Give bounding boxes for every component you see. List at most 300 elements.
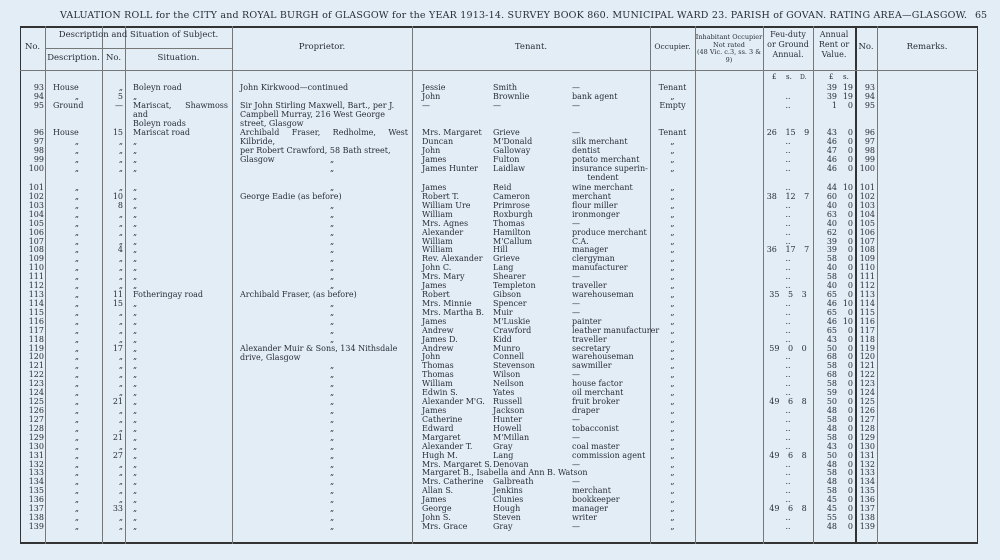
feu-duty: .. [785, 263, 791, 273]
occupier: „ [670, 423, 675, 433]
rent-shillings: 0 [847, 227, 853, 237]
tenant-occupation: warehouseman [572, 290, 634, 300]
proprietor: „ [330, 334, 335, 344]
tenant-first-name: William [422, 209, 453, 219]
row-number: 109 [28, 254, 44, 264]
tenant-surname: Lang [493, 450, 514, 460]
situation: „ [133, 486, 138, 496]
rent-pounds: 43 [826, 441, 837, 451]
occupier: „ [670, 468, 675, 478]
rent-pounds: 62 [826, 227, 837, 237]
rent-shillings: 0 [847, 155, 853, 164]
situation: „ [133, 513, 138, 523]
description: „ [74, 227, 80, 237]
tenant-first-name: Edwin S. [422, 388, 458, 398]
col-header-remarks: Remarks. [906, 42, 948, 52]
description: „ [74, 477, 80, 487]
tenant-first-name: William [422, 236, 453, 246]
tenant-first-name: Mrs. Margaret S. [422, 459, 492, 469]
row-number-right: 119 [859, 343, 875, 353]
tenant-first-name: Mrs. Margaret [422, 128, 482, 137]
occupier: „ [670, 209, 675, 219]
rent-shillings: 0 [847, 101, 853, 110]
tenant-occupation: ironmonger [572, 209, 620, 219]
row-number: 124 [28, 388, 44, 398]
row-number: 120 [28, 352, 44, 362]
feu-duty: .. [785, 218, 791, 228]
rent-pounds: 65 [826, 307, 837, 317]
description: „ [74, 423, 80, 433]
col-header-inhabitant: Inhabitant Occupier Not rated (48 Vic. c.3, ss. 3 & 9) [695, 33, 763, 64]
col-header-description: Description. [47, 53, 100, 63]
rent-shillings: 10 [842, 183, 853, 192]
rent-shillings: 0 [847, 423, 853, 433]
rent-pounds: 46 [826, 298, 837, 308]
description: „ [74, 370, 80, 380]
tenant-first-name: Jessie [422, 83, 446, 92]
feu-duty: .. [785, 370, 791, 380]
feu-duty: .. [785, 361, 791, 371]
tenant-first-name: — [422, 101, 430, 110]
row-number-right: 93 [864, 83, 875, 92]
street-number: „ [118, 334, 123, 344]
rent-pounds: 43 [826, 128, 837, 137]
tenant-surname: Primrose [493, 200, 530, 210]
row-number: 133 [28, 468, 44, 478]
row-number: 111 [28, 272, 44, 282]
street-number: „ [118, 254, 123, 264]
tenant-surname: Brownlie [493, 92, 530, 101]
occupier: Tenant [658, 128, 687, 137]
col-header-situation: Situation. [157, 53, 200, 63]
tenant-surname: Hunter [493, 414, 523, 424]
row-number: 106 [28, 227, 44, 237]
proprietor: „ [330, 155, 335, 164]
feu-duty: .. [785, 486, 791, 496]
situation: „ [133, 468, 138, 478]
street-number: 11 [112, 290, 123, 300]
row-number: 125 [28, 397, 44, 407]
col-header-annual-rent: Annual Rent or Value. [818, 30, 850, 59]
rent-pounds: 58 [826, 254, 837, 264]
description: „ [74, 343, 80, 353]
situation: „ [133, 146, 138, 155]
rent-shillings: 0 [847, 325, 853, 335]
rent-pounds: 58 [826, 272, 837, 282]
proprietor: „ [330, 200, 335, 210]
row-number: 118 [28, 334, 44, 344]
feu-unit-pounds: £ [772, 73, 777, 81]
row-number: 104 [28, 209, 44, 219]
proprietor: „ [330, 164, 335, 173]
row-number-right: 94 [864, 92, 875, 101]
tenant-occupation: — [572, 432, 580, 442]
tenant-occupation: insurance superin- tendent [572, 164, 648, 182]
rent-shillings: 0 [847, 397, 853, 407]
tenant-first-name: Catherine [422, 414, 463, 424]
occupier: „ [670, 450, 675, 460]
row-number: 134 [28, 477, 44, 487]
occupier: „ [670, 370, 675, 380]
occupier: „ [670, 92, 675, 101]
feu-duty: .. [785, 92, 791, 101]
rent-shillings: 0 [847, 200, 853, 210]
tenant-first-name: Duncan [422, 137, 454, 146]
row-number-right: 111 [859, 272, 875, 282]
rent-pounds: 50 [826, 343, 837, 353]
row-number: 108 [28, 245, 44, 255]
row-number: 95 [33, 101, 44, 110]
occupier: „ [670, 486, 675, 496]
description: „ [74, 486, 80, 496]
occupier: „ [670, 441, 675, 451]
tenant-first-name: Margaret [422, 432, 461, 442]
col-header-tenant: Tenant. [514, 42, 548, 52]
row-number-right: 109 [859, 254, 875, 264]
occupier: „ [670, 388, 675, 398]
tenant-first-name: John [422, 352, 441, 362]
row-number-right: 128 [859, 423, 875, 433]
proprietor: „ [330, 423, 335, 433]
proprietor: „ [330, 388, 335, 398]
street-number: 33 [112, 504, 123, 514]
feu-duty: 59 0 0 [769, 343, 807, 353]
tenant-surname: Gray [493, 441, 513, 451]
situation: „ [133, 298, 138, 308]
description: „ [74, 263, 80, 273]
occupier: „ [670, 281, 675, 291]
tenant-occupation: leather manufacturer [572, 325, 660, 335]
description: „ [74, 361, 80, 371]
tenant-occupation: — [572, 459, 580, 469]
proprietor: „ [330, 414, 335, 424]
feu-duty: .. [785, 352, 791, 362]
proprietor: „ [330, 432, 335, 442]
rent-shillings: 0 [847, 272, 853, 282]
occupier: „ [670, 298, 675, 308]
feu-duty: .. [785, 521, 791, 531]
occupier: „ [670, 459, 675, 469]
feu-duty: .. [785, 406, 791, 415]
tenant-occupation: fruit broker [572, 397, 620, 407]
situation: „ [133, 191, 138, 201]
street-number: „ [118, 83, 123, 92]
proprietor: „ [330, 450, 335, 460]
tenant-surname: Neilson [493, 379, 524, 389]
rent-shillings: 0 [847, 521, 853, 531]
feu-duty: .. [785, 146, 791, 155]
description: „ [74, 146, 80, 155]
rent-pounds: 60 [826, 191, 837, 201]
row-number-right: 100 [859, 164, 875, 173]
situation: „ [133, 316, 138, 326]
feu-duty: .. [785, 379, 791, 389]
occupier: „ [670, 200, 675, 210]
street-number: „ [118, 414, 123, 424]
description: „ [74, 325, 80, 335]
row-number: 135 [28, 486, 44, 496]
row-number: 131 [28, 450, 44, 460]
row-number-right: 132 [859, 459, 875, 469]
proprietor: „ [330, 263, 335, 273]
street-number: „ [118, 352, 123, 362]
rent-shillings: 0 [847, 459, 853, 469]
description: „ [74, 236, 80, 246]
row-number: 103 [28, 200, 44, 210]
row-number-right: 113 [859, 290, 875, 300]
street-number: 17 [112, 343, 123, 353]
situation: „ [133, 236, 138, 246]
street-number: „ [118, 521, 123, 531]
feu-unit-shillings: s. [786, 73, 792, 81]
feu-duty: .. [785, 468, 791, 478]
description: „ [74, 191, 80, 201]
rent-shillings: 0 [847, 352, 853, 362]
tenant-first-name: William [422, 379, 453, 389]
feu-duty: .. [785, 513, 791, 523]
rent-pounds: 58 [826, 468, 837, 478]
situation: „ [133, 272, 138, 282]
proprietor: „ [330, 298, 335, 308]
feu-duty: .. [785, 388, 791, 398]
tenant-occupation: — [572, 298, 580, 308]
tenant-first-name: Alexander [422, 227, 464, 237]
situation: „ [133, 227, 138, 237]
tenant-occupation: secretary [572, 343, 611, 353]
tenant-surname: Smith [493, 83, 517, 92]
situation: „ [133, 307, 138, 317]
rent-pounds: 65 [826, 290, 837, 300]
rent-shillings: 0 [847, 343, 853, 353]
rent-shillings: 0 [847, 370, 853, 380]
tenant-surname: Cameron [493, 191, 531, 201]
rent-pounds: 68 [826, 370, 837, 380]
row-number-right: 133 [859, 468, 875, 478]
tenant-occupation: potato merchant [572, 155, 640, 164]
tenant-occupation: sawmiller [572, 361, 612, 371]
situation: „ [133, 352, 138, 362]
description: „ [74, 164, 80, 173]
street-number: „ [118, 137, 123, 146]
rent-shillings: 0 [847, 468, 853, 478]
tenant-first-name: James D. [422, 334, 458, 344]
tenant-occupation: — [572, 83, 580, 92]
description: „ [74, 245, 80, 255]
row-number: 128 [28, 423, 44, 433]
proprietor: „ [330, 361, 335, 371]
tenant-occupation: dentist [572, 146, 601, 155]
tenant-occupation: — [572, 307, 580, 317]
col-header-feu-duty: Feu-duty or Ground Annual. [767, 30, 809, 59]
rent-pounds: 58 [826, 361, 837, 371]
rent-shillings: 0 [847, 504, 853, 514]
column-divider [45, 26, 46, 544]
situation: „ [133, 183, 138, 192]
description: „ [74, 352, 80, 362]
description: „ [74, 414, 80, 424]
tenant-first-name: Mrs. Mary [422, 272, 465, 282]
tenant-first-name: John C. [422, 263, 452, 273]
street-number: 15 [112, 128, 123, 137]
tenant-first-name: Mrs. Martha B. [422, 307, 485, 317]
row-number-right: 127 [859, 414, 875, 424]
tenant-surname: Lang [493, 263, 514, 273]
col-header-description-group: Description and Situation of Subject. [58, 30, 219, 40]
situation: „ [133, 450, 138, 460]
rent-shillings: 0 [847, 281, 853, 291]
proprietor: „ [330, 397, 335, 407]
tenant-first-name: Hugh M. [422, 450, 458, 460]
feu-duty: .. [785, 495, 791, 505]
tenant-surname: Kidd [493, 334, 512, 344]
situation: „ [133, 406, 138, 415]
rent-shillings: 0 [847, 406, 853, 415]
description: „ [74, 468, 80, 478]
row-number: 101 [28, 183, 44, 192]
rent-shillings: 0 [847, 254, 853, 264]
row-number: 139 [28, 521, 44, 531]
row-number-right: 108 [859, 245, 875, 255]
rent-pounds: 40 [826, 281, 837, 291]
tenant-first-name: Andrew [422, 343, 454, 353]
situation: „ [133, 218, 138, 228]
situation: „ [133, 281, 138, 291]
street-number: „ [118, 459, 123, 469]
tenant-surname: M'Donald [493, 137, 533, 146]
occupier: „ [670, 272, 675, 282]
rent-shillings: 0 [847, 245, 853, 255]
row-number: 113 [28, 290, 44, 300]
occupier: „ [670, 307, 675, 317]
proprietor: „ [330, 227, 335, 237]
rent-shillings: 0 [847, 513, 853, 523]
feu-duty: 49 6 8 [769, 450, 807, 460]
row-number-right: 114 [859, 298, 875, 308]
row-number-right: 110 [859, 263, 875, 273]
row-number-right: 99 [864, 155, 875, 164]
situation: Mariscat road [133, 128, 190, 137]
tenant-surname: Yates [493, 388, 515, 398]
row-number-right: 101 [859, 183, 875, 192]
rent-pounds: 48 [826, 459, 837, 469]
row-number-right: 115 [859, 307, 875, 317]
rent-shillings: 0 [847, 388, 853, 398]
tenant-first-name: Mrs. Catherine [422, 477, 484, 487]
page-number: 65 [975, 10, 988, 21]
row-number: 112 [28, 281, 44, 291]
proprietor: „ [330, 236, 335, 246]
rent-shillings: 0 [847, 432, 853, 442]
tenant-first-name: Mrs. Agnes [422, 218, 469, 228]
description: „ [74, 218, 80, 228]
rent-unit-pounds: £ [829, 73, 834, 81]
tenant-first-name: James [422, 155, 447, 164]
rent-pounds: 46 [826, 164, 837, 173]
rent-pounds: 48 [826, 521, 837, 531]
tenant-first-name: John [422, 146, 441, 155]
situation: „ [133, 361, 138, 371]
tenant-occupation: — [572, 218, 580, 228]
feu-duty: 38 12 7 [766, 191, 810, 201]
proprietor: Archibald Fraser, Redholme, West Kilbride, per Robert Crawford, 58 Bath street, Glasgow [240, 128, 408, 164]
rent-shillings: 0 [847, 137, 853, 146]
tenant-surname: Reid [493, 183, 512, 192]
feu-duty: .. [785, 334, 791, 344]
rent-pounds: 58 [826, 379, 837, 389]
tenant-occupation: bank agent [572, 92, 618, 101]
rent-pounds: 65 [826, 325, 837, 335]
rent-shillings: 0 [847, 477, 853, 487]
occupier: „ [670, 191, 675, 201]
occupier: Empty [659, 101, 686, 110]
description: „ [74, 334, 80, 344]
proprietor: „ [330, 495, 335, 505]
occupier: „ [670, 245, 675, 255]
proprietor: „ [330, 209, 335, 219]
row-number-right: 123 [859, 379, 875, 389]
tenant-first-name: William Ure [422, 200, 471, 210]
description: „ [74, 379, 80, 389]
row-number: 105 [28, 218, 44, 228]
tenant-first-name: James Hunter [422, 164, 478, 173]
col-header-number: No. [105, 53, 122, 63]
situation: „ [133, 397, 138, 407]
rent-pounds: 47 [826, 146, 837, 155]
street-number: „ [118, 325, 123, 335]
row-number: 136 [28, 495, 44, 505]
occupier: „ [670, 254, 675, 264]
rent-shillings: 0 [847, 361, 853, 371]
tenant-occupation: manufacturer [572, 263, 628, 273]
description: „ [74, 513, 80, 523]
proprietor: „ [330, 486, 335, 496]
description: House [53, 128, 79, 137]
tenant-first-name: Mrs. Minnie [422, 298, 472, 308]
occupier: Tenant [658, 83, 687, 92]
tenant-occupation: produce merchant [572, 227, 647, 237]
tenant-occupation: bookkeeper [572, 495, 620, 505]
situation: Mariscat, Shawmoss and Boleyn roads [133, 101, 228, 128]
proprietor: „ [330, 325, 335, 335]
row-number: 132 [28, 459, 44, 469]
tenant-occupation: wine merchant [572, 183, 633, 192]
row-number: 93 [33, 83, 44, 92]
row-number: 97 [33, 137, 44, 146]
proprietor: „ [330, 281, 335, 291]
street-number: „ [118, 477, 123, 487]
description: „ [74, 397, 80, 407]
row-number-right: 102 [859, 191, 875, 201]
tenant-surname: Fulton [493, 155, 520, 164]
occupier: „ [670, 406, 675, 415]
rent-pounds: 45 [826, 504, 837, 514]
tenant-occupation: clergyman [572, 254, 615, 264]
feu-unit-pence: D. [800, 74, 807, 81]
col-header-no: No. [24, 42, 41, 52]
tenant-surname: Roxburgh [493, 209, 533, 219]
street-number: „ [118, 495, 123, 505]
rent-shillings: 0 [847, 263, 853, 273]
row-number: 129 [28, 432, 44, 442]
row-number: 115 [28, 307, 44, 317]
tenant-surname: Gibson [493, 290, 522, 300]
feu-duty: 36 17 7 [766, 245, 810, 255]
column-divider [877, 26, 878, 544]
column-divider [695, 26, 696, 544]
rent-pounds: 48 [826, 406, 837, 415]
description: „ [74, 316, 80, 326]
header-divider [20, 70, 978, 71]
